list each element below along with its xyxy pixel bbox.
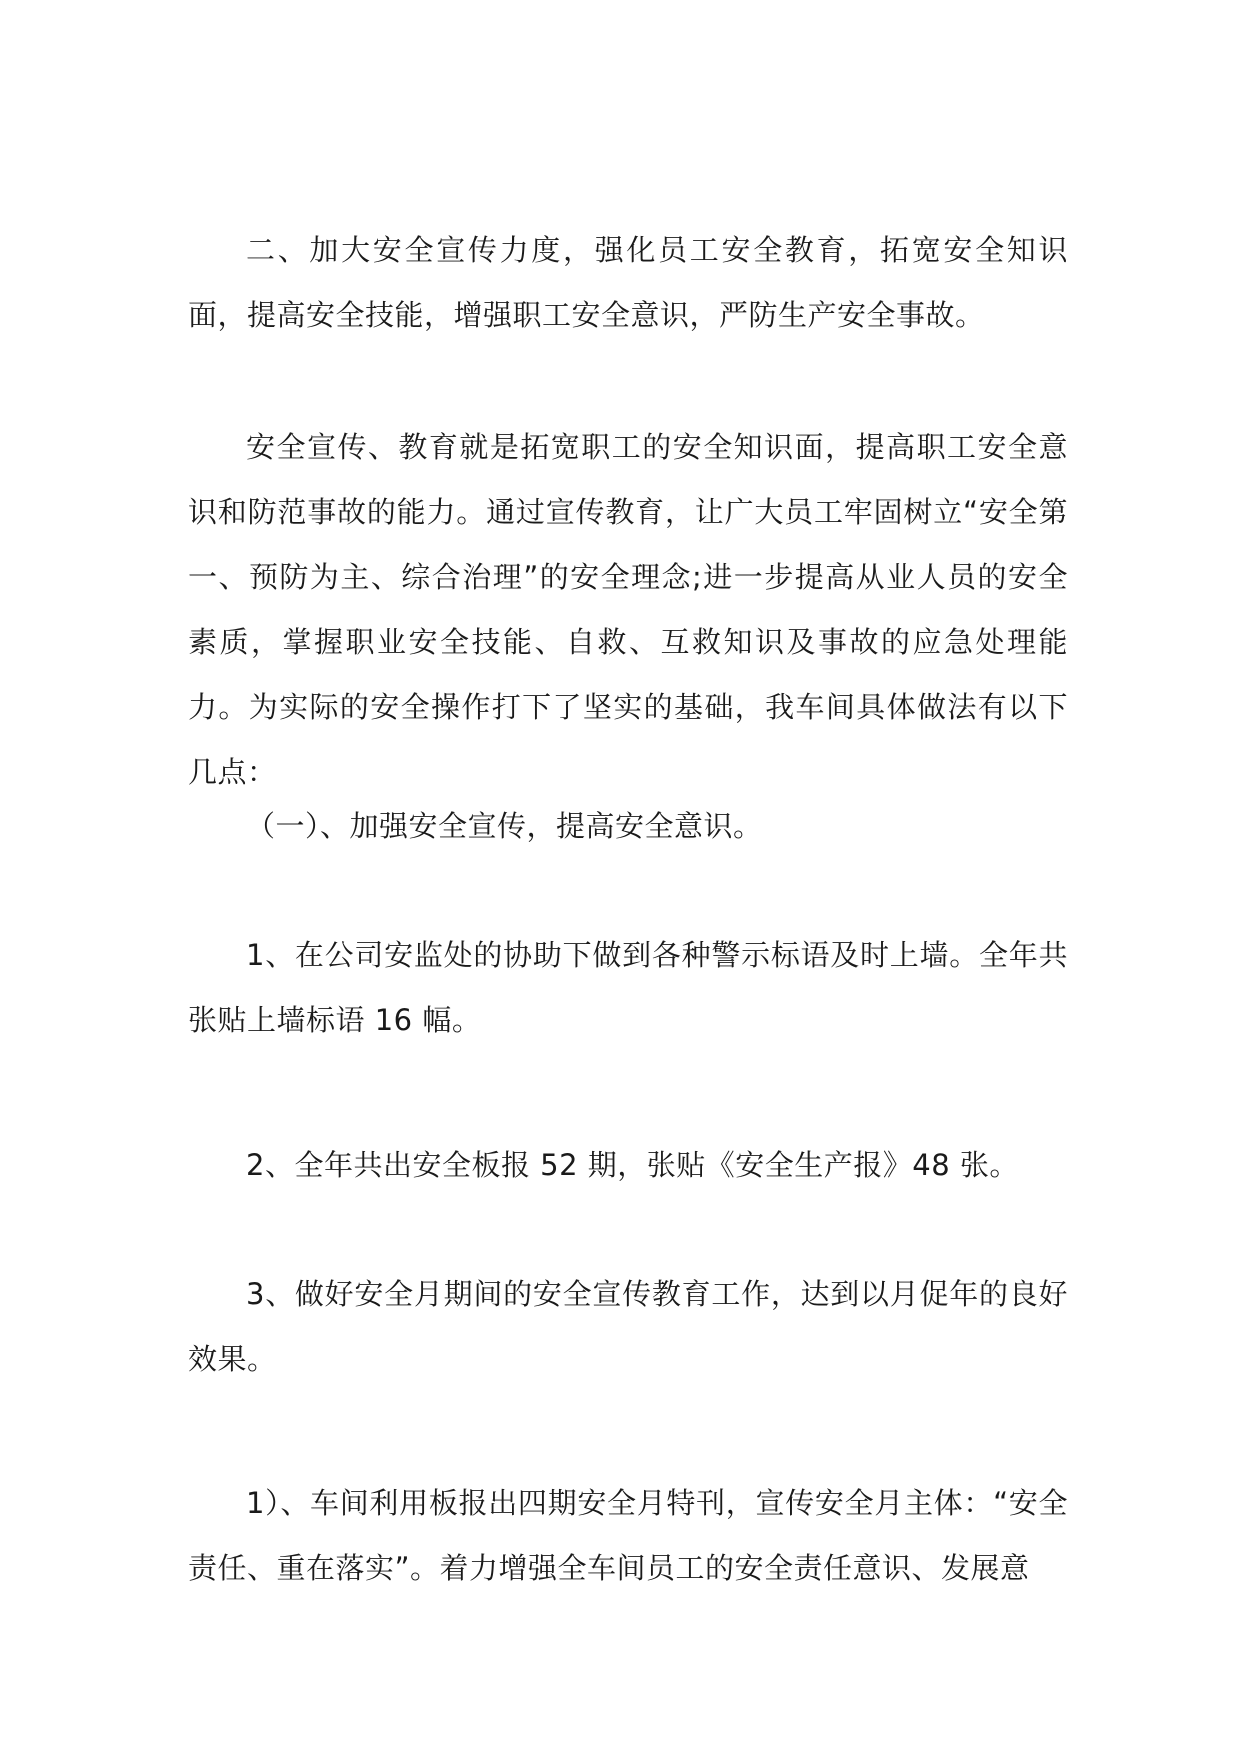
list-item-paragraph: 1、在公司安监处的协助下做到各种警示标语及时上墙。全年共张贴上墙标语 16 幅。: [188, 938, 1068, 1037]
body-paragraph: 安全宣传、教育就是拓宽职工的安全知识面，提高职工安全意识和防范事故的能力。通过宣传教育，让广大员工牢固树立“安全第一、预防为主、综合治理”的安全理念;进一步提高从业人员的安全素质，掌握职业安全技能、自救、互救知识及事故的应急处理能力。为实际的安全操作打下了坚实的基础，我车间具体做法有以下几点：: [188, 430, 1068, 789]
subsection-heading-paragraph: （一）、加强安全宣传，提高安全意识。: [246, 809, 763, 843]
sub-list-item-paragraph: 1）、车间利用板报出四期安全月特刊，宣传安全月主体：“安全责任、重在落实”。着力增强全车间员工的安全责任意识、发展意: [188, 1486, 1068, 1585]
section-heading-paragraph: 二、加大安全宣传力度，强化员工安全教育，拓宽安全知识面，提高安全技能，增强职工安全意识，严防生产安全事故。: [188, 233, 1068, 332]
list-item-paragraph: 2、全年共出安全板报 52 期，张贴《安全生产报》48 张。: [246, 1148, 1019, 1182]
list-item-paragraph: 3、做好安全月期间的安全宣传教育工作，达到以月促年的良好效果。: [188, 1277, 1068, 1376]
